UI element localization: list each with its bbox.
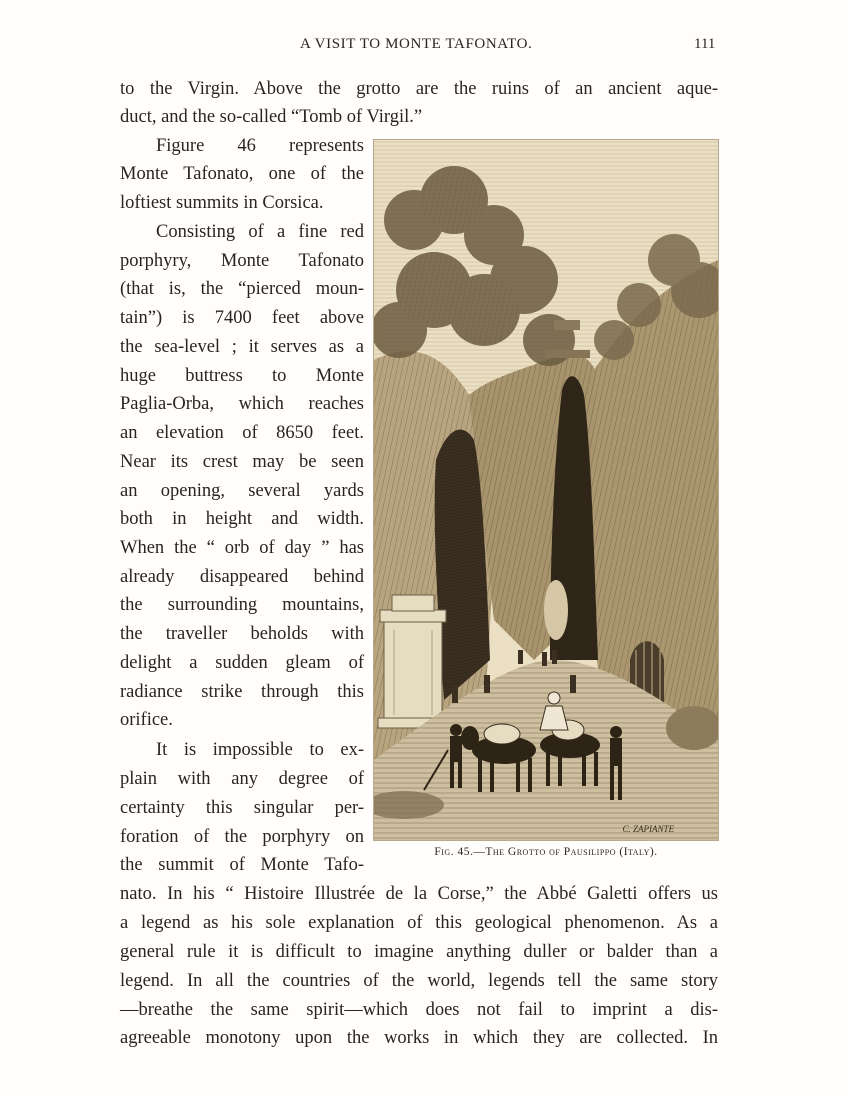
text-line: foration of the porphyry on: [120, 827, 364, 847]
text-line: tain”) is 7400 feet above: [120, 308, 364, 328]
figure-caption: Fig. 45.—The Grotto of Pausilippo (Italy).: [434, 846, 658, 858]
text-line: both in height and width.: [120, 509, 364, 529]
text-line: —breathe the same spirit—which does not fail to imprint a dis-: [120, 1000, 718, 1020]
text-line: loftiest summits in Corsica.: [120, 193, 324, 213]
text-line: an elevation of 8650 feet.: [120, 423, 364, 443]
text-line: the summit of Monte Tafo-: [120, 855, 364, 875]
text-line: duct, and the so-called “Tomb of Virgil.”: [120, 107, 423, 127]
text-line: orifice.: [120, 710, 173, 730]
text-line: an opening, several yards: [120, 481, 364, 501]
text-line: certainty this singular per-: [120, 798, 364, 818]
text-line: It is impossible to ex-: [156, 740, 364, 760]
text-line: Figure 46 represents: [156, 136, 364, 156]
text-line: the traveller beholds with: [120, 624, 364, 644]
text-line: When the “ orb of day ” has: [120, 538, 364, 558]
text-line: nato. In his “ Histoire Illustrée de la Corse,” the Abbé Galetti offers us: [120, 884, 718, 904]
grotto-engraving: [373, 139, 719, 841]
engraver-signature: C. ZAPIANTE: [622, 824, 674, 834]
text-line: general rule it is difficult to imagine anything duller or balder than a: [120, 942, 718, 962]
text-line: to the Virgin. Above the grotto are the ruins of an ancient aque-: [120, 79, 718, 99]
text-line: huge buttress to Monte: [120, 366, 364, 386]
text-line: delight a sudden gleam of: [120, 653, 364, 673]
text-line: radiance strike through this: [120, 682, 364, 702]
text-line: legend. In all the countries of the world, legends tell the same story: [120, 971, 718, 991]
text-line: a legend as his sole explanation of this geological phenomenon. As a: [120, 913, 718, 933]
text-line: the sea-level ; it serves as a: [120, 337, 364, 357]
text-line: the surrounding mountains,: [120, 595, 364, 615]
text-line: Near its crest may be seen: [120, 452, 364, 472]
text-line: agreeable monotony upon the works in which they are collected. In: [120, 1028, 718, 1048]
text-line: Consisting of a fine red: [156, 222, 364, 242]
running-title: A VISIT TO MONTE TAFONATO.: [300, 36, 533, 52]
running-head: [0, 36, 850, 56]
text-line: porphyry, Monte Tafonato: [120, 251, 364, 271]
page-number: 111: [694, 36, 716, 52]
text-line: Paglia-Orba, which reaches: [120, 394, 364, 414]
text-line: already disappeared behind: [120, 567, 364, 587]
text-line: Monte Tafonato, one of the: [120, 164, 364, 184]
text-line: plain with any degree of: [120, 769, 364, 789]
text-line: (that is, the “pierced moun-: [120, 279, 364, 299]
